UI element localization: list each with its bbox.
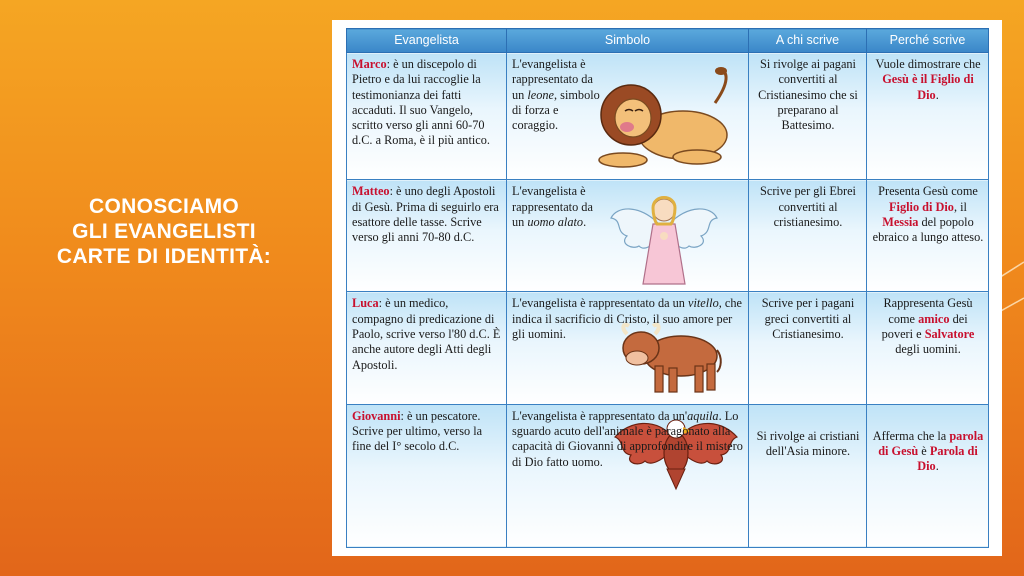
symbol-text-after: , simbolo di forza e coraggio. (512, 87, 600, 133)
purpose-text: Presenta Gesù come (878, 184, 978, 199)
header-simbolo: Simbolo (507, 29, 749, 53)
purpose-text: Vuole dimostrare che (875, 57, 981, 71)
header-perche-scrive: Perché scrive (867, 29, 989, 53)
evangelist-description: : è un pescatore. Scrive per ultimo, verso la fine del I° secolo d.C. (352, 408, 483, 454)
symbol-text-after: , che indica il sacrificio di Cristo, il suo amore per gli uomini. (512, 296, 742, 342)
symbol-cell (507, 292, 749, 404)
audience-cell: Si rivolge ai cristiani dell'Asia minore. (749, 404, 867, 547)
evangelists-table (346, 28, 989, 548)
purpose-cell (867, 404, 989, 547)
angel-icon (609, 184, 719, 288)
purpose-highlight: amico (918, 311, 950, 326)
symbol-animal: vitello (688, 296, 719, 311)
symbol-cell (507, 180, 749, 292)
symbol-text: L'evangelista è rappresentato da un (512, 57, 593, 102)
evangelist-name: Matteo (352, 184, 390, 199)
evangelist-description: : è un medico, compagno di predicazione di Paolo, scrive verso l'80 d.C. È anche autore degli Atti degli Apostoli. (352, 296, 501, 372)
header-evangelista: Evangelista (347, 29, 507, 53)
symbol-animal: aquila (687, 408, 719, 423)
evangelist-cell (347, 292, 507, 404)
title-line-2: GLI EVANGELISTI (72, 220, 256, 243)
lion-icon (597, 63, 737, 169)
evangelist-name: Giovanni (352, 408, 401, 423)
purpose-text: dei poveri e (881, 311, 968, 342)
table-row (347, 292, 989, 404)
purpose-text: è (918, 443, 930, 458)
title-line-1: CONOSCIAMO (89, 195, 239, 218)
audience-cell: Scrive per i pagani greci convertiti al Cristianesimo. (749, 292, 867, 404)
symbol-animal: uomo alato (527, 214, 584, 229)
symbol-text: L'evangelista è rappresentato da un' (512, 408, 688, 423)
table-row (347, 404, 989, 547)
purpose-cell (867, 53, 989, 180)
symbol-cell (507, 53, 749, 180)
purpose-text: Afferma che la (872, 428, 950, 443)
table-row (347, 53, 989, 180)
purpose-text: Rappresenta Gesù come (883, 296, 973, 326)
purpose-text: , il (953, 199, 967, 214)
purpose-text-end: . (935, 87, 939, 102)
symbol-text: L'evangelista è rappresentato da un (512, 296, 689, 311)
symbol-text-after: . Lo sguardo acuto dell'animale è paragonato alla capacità di Giovanni di approfondire il mistero di Dio fatto uomo. (512, 408, 743, 469)
purpose-highlight: Gesù è il Figlio di Dio (882, 72, 974, 102)
purpose-text: degli uomini. (895, 342, 961, 357)
purpose-text: . (935, 459, 939, 474)
purpose-highlight: Salvatore (924, 327, 975, 342)
evangelist-name: Marco (352, 57, 387, 71)
symbol-text-after: . (583, 214, 587, 229)
evangelist-description: : è uno degli Apostoli di Gesù. Prima di seguirlo era esattore delle tasse. Scrive verso gli anni 70-80 d.C. (352, 184, 499, 245)
purpose-cell (867, 180, 989, 292)
evangelist-cell (347, 53, 507, 180)
symbol-animal: leone (527, 87, 555, 102)
audience-cell: Scrive per gli Ebrei convertiti al cristianesimo. (749, 180, 867, 292)
identity-card-panel (332, 20, 1002, 556)
symbol-cell (507, 404, 749, 547)
purpose-highlight: Messia (882, 214, 919, 229)
title-line-3: CARTE DI IDENTITÀ: (56, 245, 272, 268)
purpose-text: del popolo ebraico a lungo atteso. (872, 214, 984, 245)
evangelist-cell (347, 404, 507, 547)
purpose-highlight: Figlio di Dio (889, 199, 954, 214)
evangelist-description: : è un discepolo di Pietro e da lui raccoglie la testimonianza dei fatti accaduti. Il suo Vangelo, scritto verso gli anni 60-70 d.C. a Roma, è il più antico. (352, 57, 490, 148)
purpose-highlight: parola di Gesù (878, 428, 984, 458)
purpose-cell (867, 292, 989, 404)
purpose-highlight: Parola di Dio (917, 443, 978, 474)
table-row (347, 180, 989, 292)
evangelist-name: Luca (352, 296, 379, 311)
symbol-text: L'evangelista è rappresentato da un (512, 184, 593, 229)
evangelist-cell (347, 180, 507, 292)
slide-title (40, 194, 288, 269)
audience-cell: Si rivolge ai pagani convertiti al Cristianesimo che si preparano al Battesimo. (749, 53, 867, 180)
header-a-chi-scrive: A chi scrive (749, 29, 867, 53)
